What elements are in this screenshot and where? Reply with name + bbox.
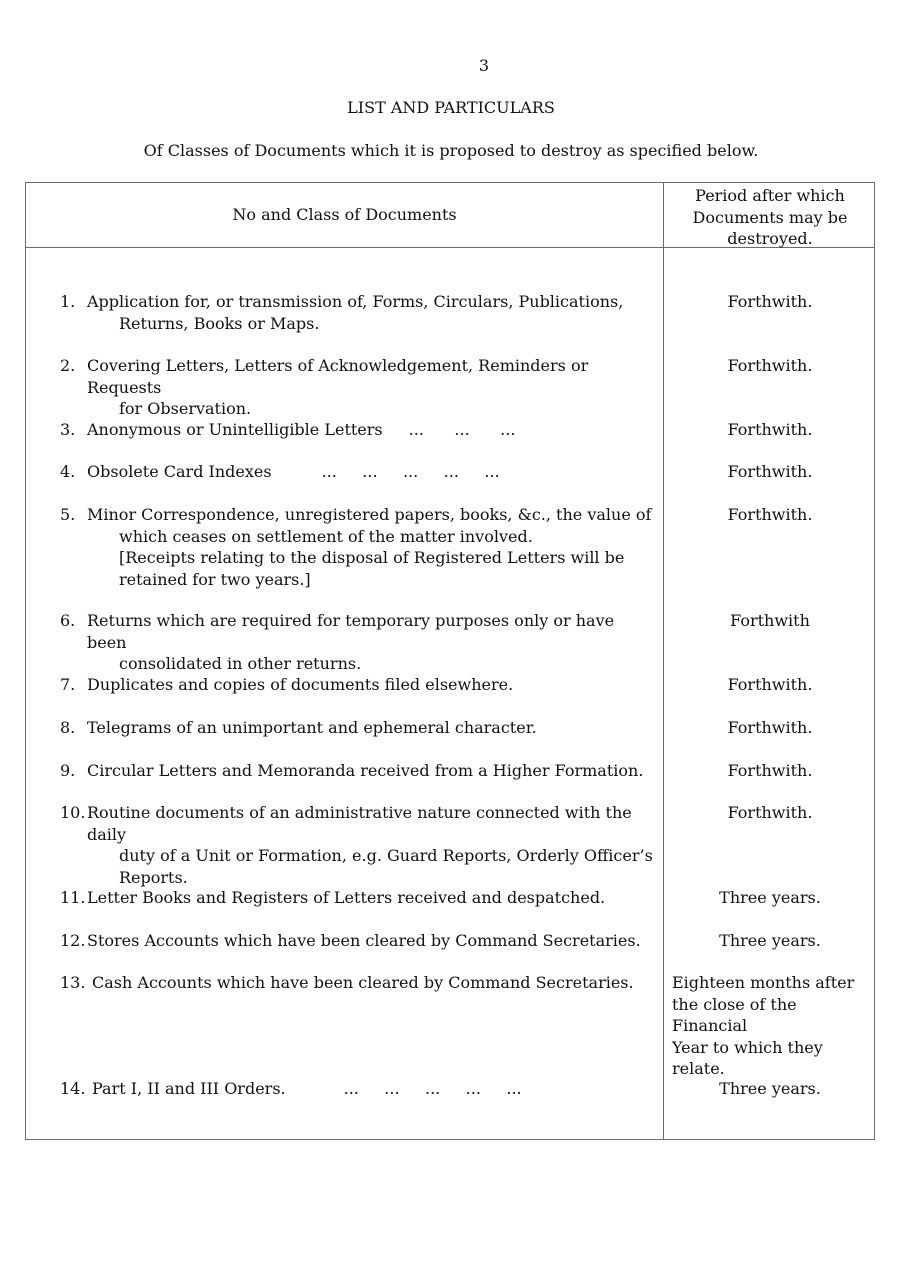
document-subtitle: Of Classes of Documents which it is proposed to destroy as specified below. (143, 141, 759, 160)
row-number: 3. (60, 420, 76, 439)
row-period: Forthwith. (727, 356, 813, 375)
row-number: 8. (60, 718, 76, 737)
header-period (664, 185, 876, 250)
row-period: Three years. (719, 888, 821, 907)
header-class-of-documents: No and Class of Documents (232, 205, 457, 224)
row-period: Forthwith. (727, 803, 813, 822)
row-number: 14. (60, 1079, 86, 1098)
row-description: Duplicates and copies of documents filed elsewhere. (87, 675, 514, 694)
row-number: 11. (60, 888, 86, 907)
leader-dots: ... ... ... ... ... (343, 1079, 522, 1098)
row-period: Forthwith. (727, 292, 813, 311)
row-description: Routine documents of an administrative nature connected with the daily duty of a Unit or Formation, e.g. Guard Reports, Orderly Officer’s Reports. (87, 803, 653, 887)
row-period: Forthwith (730, 611, 810, 630)
row-period: Eighteen months after the close of the Financial Year to which they relate. (672, 973, 855, 1078)
row-description: Part I, II and III Orders. ... ... ... ... ... (92, 1079, 522, 1098)
row-description: Letter Books and Registers of Letters received and despatched. (87, 888, 606, 907)
row-number: 2. (60, 356, 76, 375)
row-period: Three years. (719, 1079, 821, 1098)
row-period: Forthwith. (727, 718, 813, 737)
row-period: Three years. (719, 931, 821, 950)
documents-table (25, 182, 875, 1140)
leader-dots: ... ... ... ... ... (321, 462, 500, 481)
leader-dots: ... ... ... (408, 420, 516, 439)
column-divider (663, 183, 664, 1139)
row-description: Anonymous or Unintelligible Letters ... ... ... (87, 420, 516, 439)
header-period-line: Period after which (695, 186, 845, 205)
row-period: Forthwith. (727, 761, 813, 780)
row-description: Cash Accounts which have been cleared by Command Secretaries. (92, 973, 634, 992)
row-number: 9. (60, 761, 76, 780)
header-period-line: Documents may be (692, 207, 848, 227)
header-period-line: destroyed. (727, 229, 813, 248)
row-description: Circular Letters and Memoranda received from a Higher Formation. (87, 761, 644, 780)
row-number: 4. (60, 462, 76, 481)
row-period: Forthwith. (727, 505, 813, 524)
row-number: 10. (60, 803, 86, 822)
row-number: 12. (60, 931, 86, 950)
page-number: 3 (478, 56, 490, 75)
row-period: Forthwith. (727, 462, 813, 481)
row-description: Minor Correspondence, unregistered papers, books, &c., the value of which ceases on settlement of the matter involved. [Receipts relating to the disposal of Registered Letters will be retained for two years.] (87, 505, 652, 589)
row-number: 6. (60, 611, 76, 630)
row-period: Forthwith. (727, 675, 813, 694)
document-title: LIST AND PARTICULARS (347, 98, 555, 117)
row-description: Returns which are required for temporary purposes only or have been consolidated in other returns. (87, 611, 615, 673)
row-description: Stores Accounts which have been cleared by Command Secretaries. (87, 931, 641, 950)
row-description: Obsolete Card Indexes ... ... ... ... ... (87, 462, 500, 481)
row-description: Application for, or transmission of, Forms, Circulars, Publications, Returns, Books or Maps. (87, 292, 624, 333)
row-number: 5. (60, 505, 76, 524)
row-period: Forthwith. (727, 420, 813, 439)
row-number: 1. (60, 292, 76, 311)
row-number: 13. (60, 973, 86, 992)
row-description: Covering Letters, Letters of Acknowledgement, Reminders or Requests for Observation. (87, 356, 589, 418)
row-description: Telegrams of an unimportant and ephemeral character. (87, 718, 537, 737)
row-number: 7. (60, 675, 76, 694)
